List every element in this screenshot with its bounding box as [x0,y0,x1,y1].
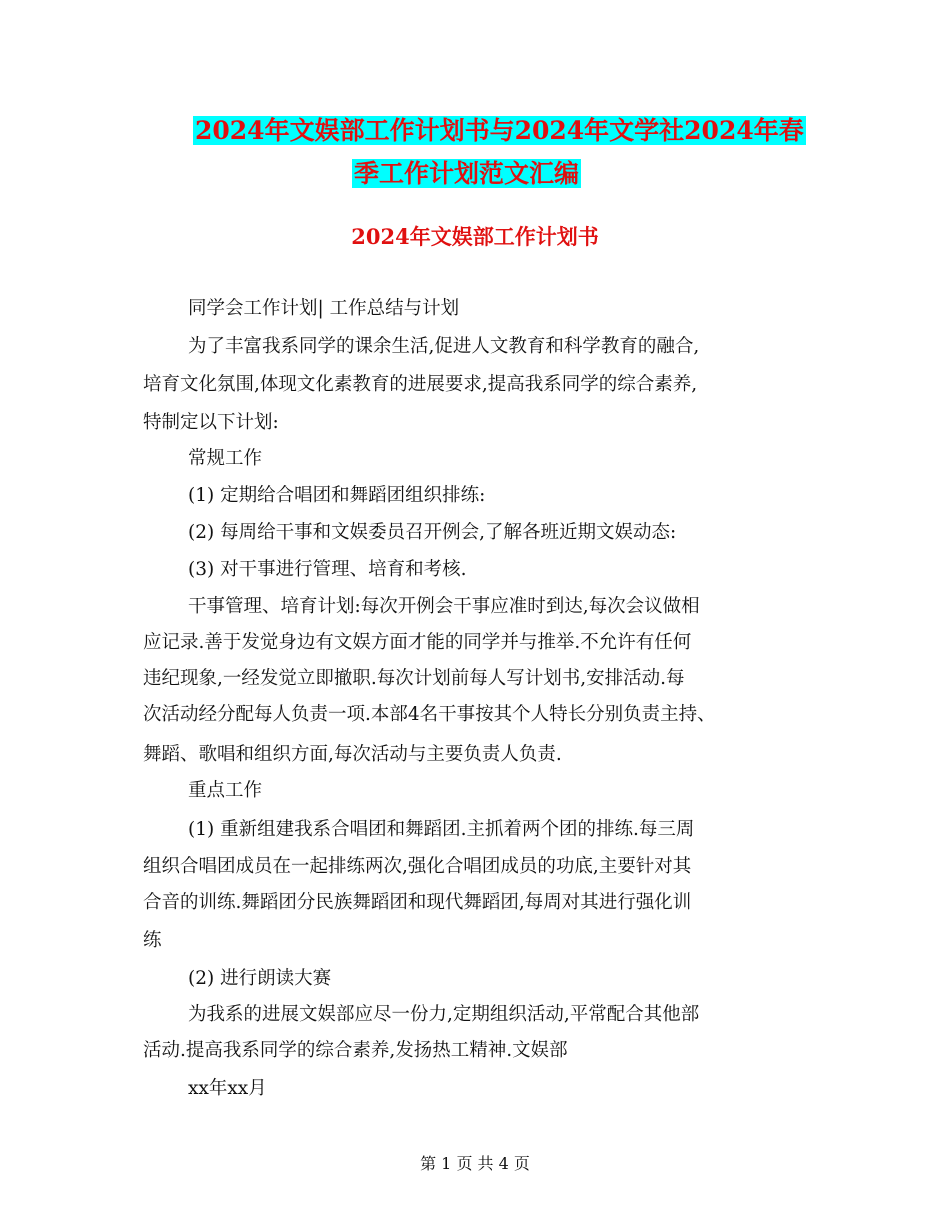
paragraph-line: 特制定以下计划: [143,412,279,433]
title-highlight: 2024年文娱部工作计划书与2024年文学社2024年春 [195,116,804,145]
paragraph-line: 次活动经分配每人负责一项.本部4名干事按其个人特长分别负责主持、 [143,704,716,725]
paragraph-line: 常规工作 [188,448,263,469]
section-title: 2024年文娱部工作计划书 [351,224,599,249]
document-title-line-1 [193,112,806,150]
paragraph-line: (2) 进行朗读大赛 [188,968,332,989]
paragraph-line: 为了丰富我系同学的课余生活,促进人文教育和科学教育的融合, [188,336,700,357]
paragraph-line: 舞蹈、歌唱和组织方面,每次活动与主要负责人负责. [143,744,562,765]
paragraph-line: (1) 重新组建我系合唱团和舞蹈团.主抓着两个团的排练.每三周 [188,819,695,840]
paragraph-line: xx年xx月 [188,1078,267,1099]
paragraph-line: 为我系的进展文娱部应尽一份力,定期组织活动,平常配合其他部 [188,1004,700,1025]
title-highlight: 季工作计划范文汇编 [354,159,580,188]
paragraph-line: 练 [143,930,162,951]
paragraph-line: 同学会工作计划| 工作总结与计划 [188,298,460,319]
document-title-line-2 [352,155,581,193]
paragraph-line: 活动.提高我系同学的综合素养,发扬热工精神.文娱部 [143,1040,568,1061]
paragraph-line: 应记录.善于发觉身边有文娱方面才能的同学并与推举.不允许有任何 [143,632,692,653]
page-footer: 第 1 页 共 4 页 [420,1154,530,1173]
paragraph-line: (3) 对干事进行管理、培育和考核. [188,559,467,580]
paragraph-line: 违纪现象,一经发觉立即撤职.每次计划前每人写计划书,安排活动.每 [143,668,685,689]
paragraph-line: (2) 每周给干事和文娱委员召开例会,了解各班近期文娱动态: [188,522,677,543]
paragraph-line: 培育文化氛围,体现文化素教育的进展要求,提高我系同学的综合素养, [143,374,698,395]
paragraph-line: 重点工作 [188,780,263,801]
paragraph-line: (1) 定期给合唱团和舞蹈团组织排练: [188,485,486,506]
paragraph-line: 干事管理、培育计划:每次开例会干事应准时到达,每次会议做相 [188,596,700,617]
paragraph-line: 组织合唱团成员在一起排练两次,强化合唱团成员的功底,主要针对其 [143,856,692,877]
paragraph-line: 合音的训练.舞蹈团分民族舞蹈团和现代舞蹈团,每周对其进行强化训 [143,892,692,913]
